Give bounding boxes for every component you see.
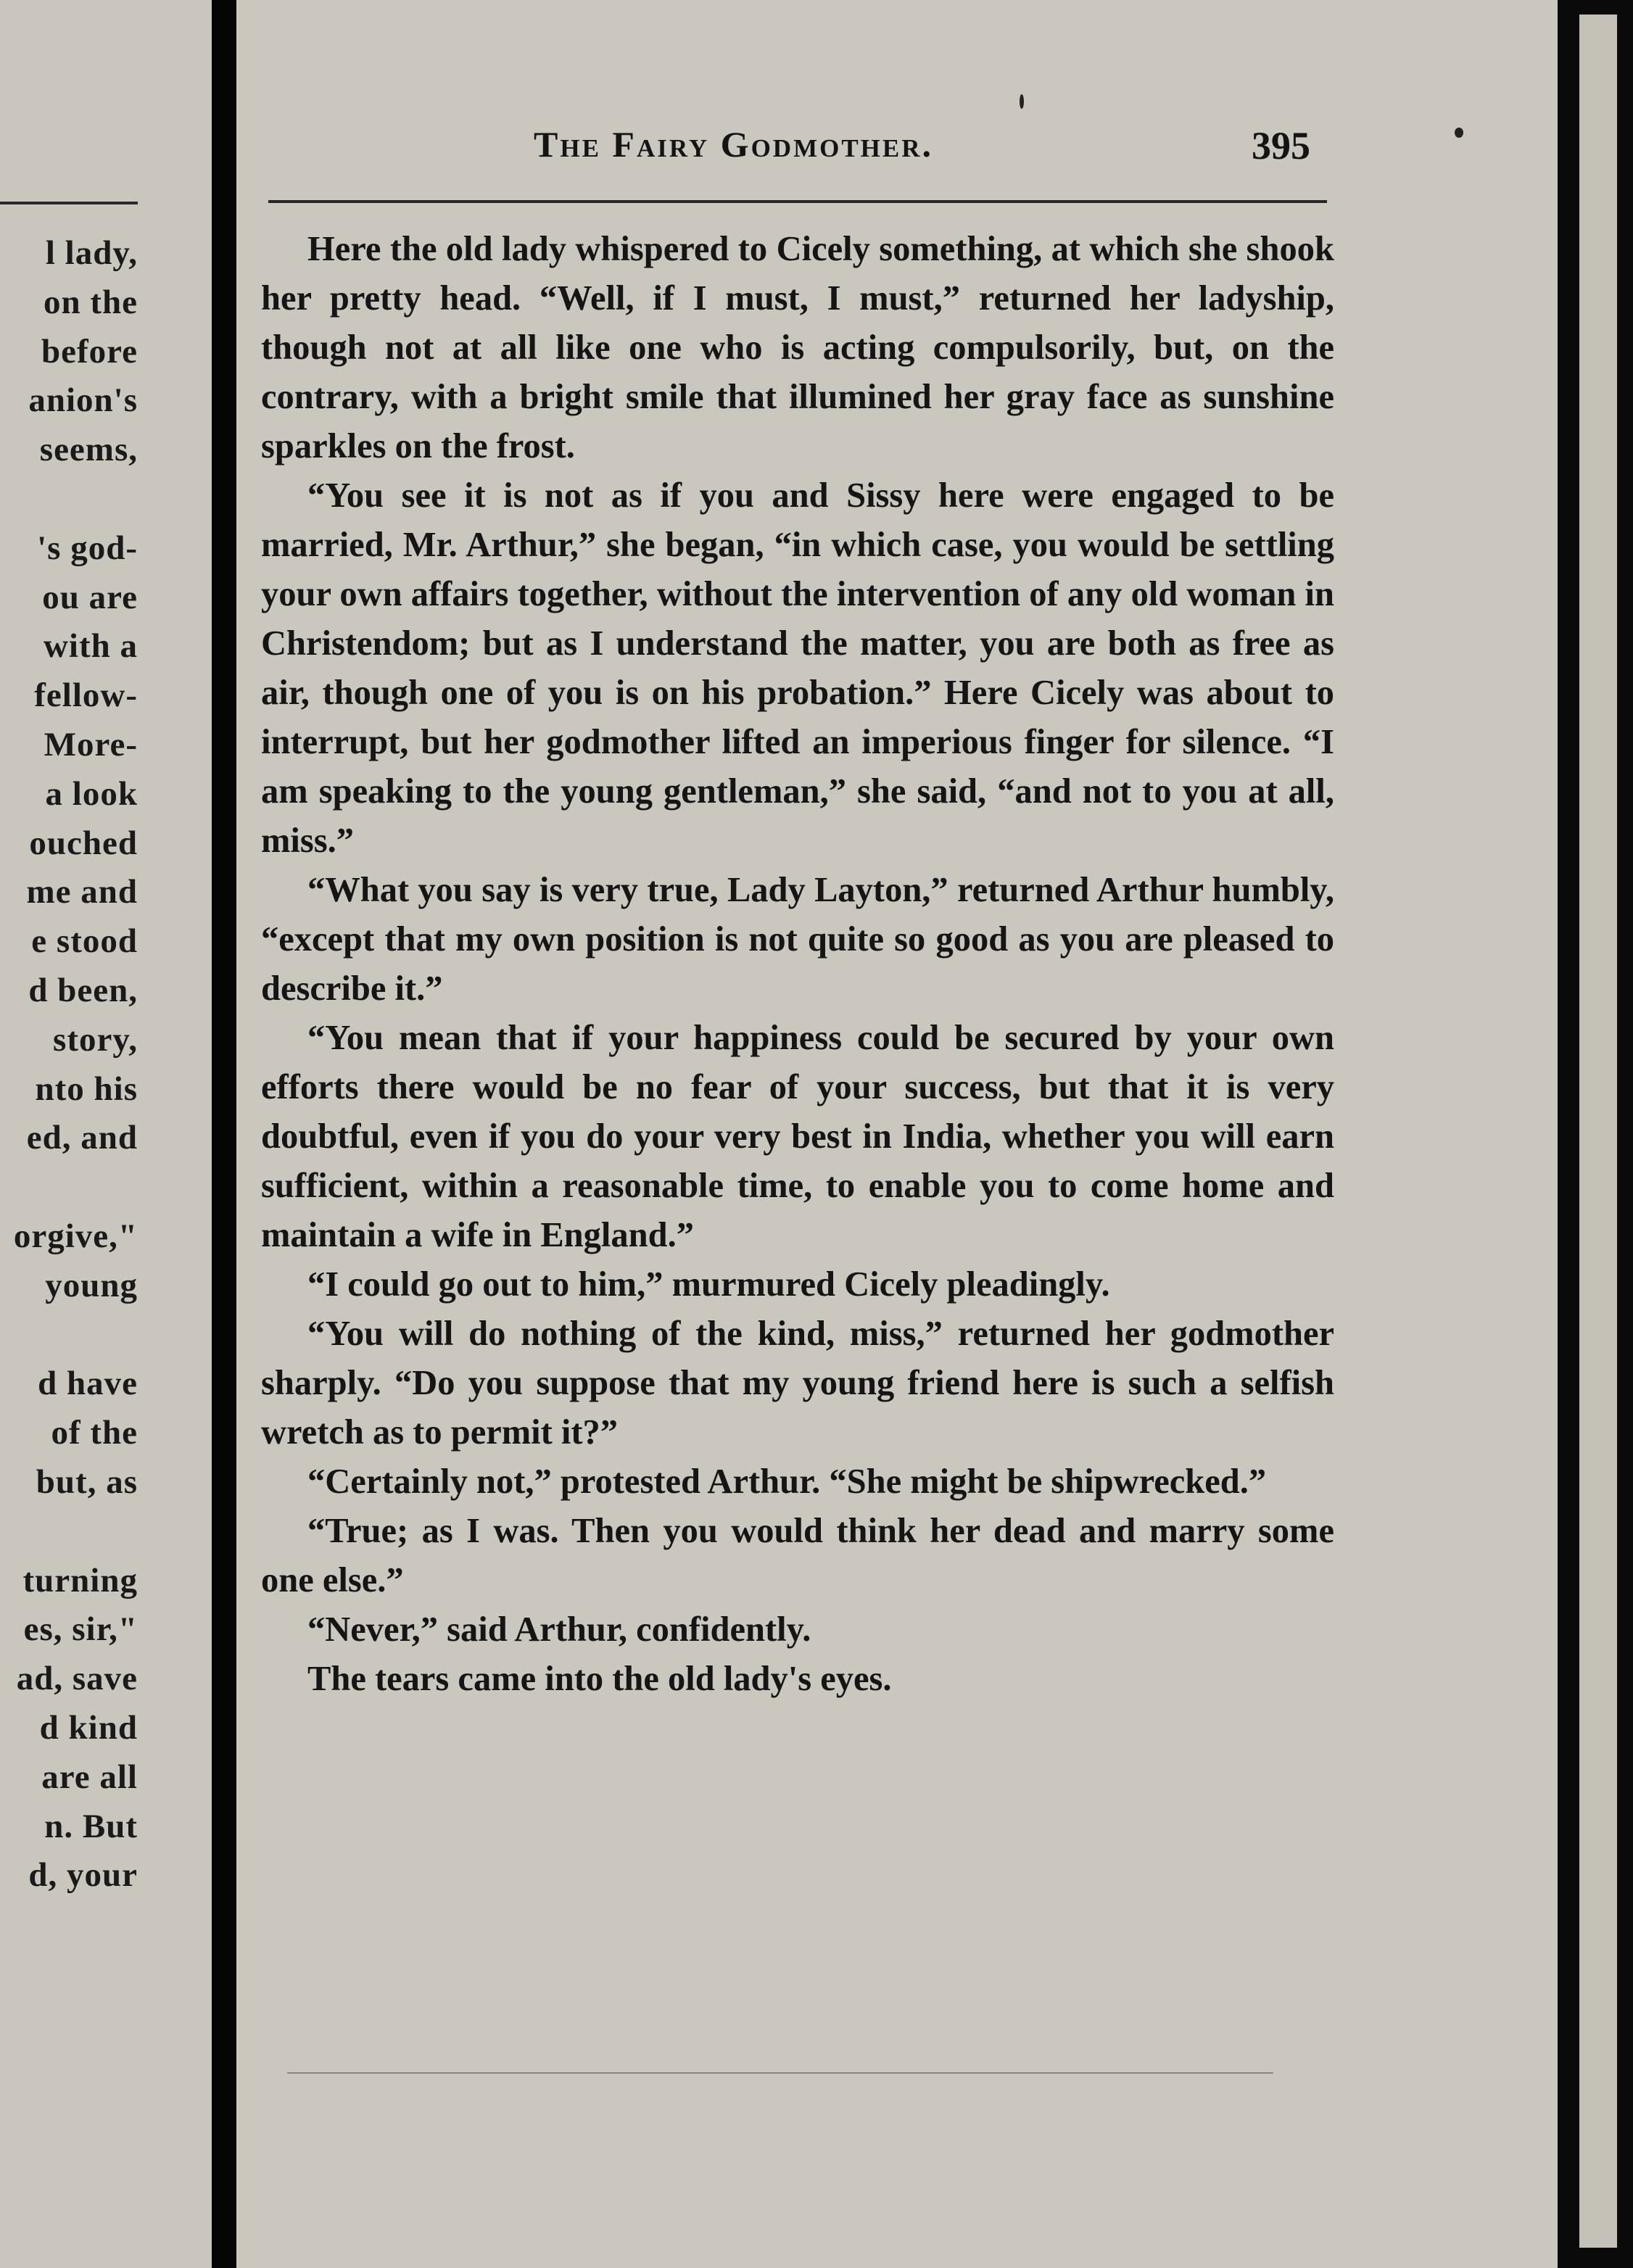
facing-page-line: ad, save — [16, 1660, 138, 1698]
facing-page-fragment — [0, 0, 212, 2268]
facing-page-line: fellow- — [34, 676, 138, 715]
facing-page-line: turning — [22, 1561, 138, 1599]
book-gutter — [212, 0, 236, 2268]
facing-page-line: a look — [45, 774, 138, 813]
paragraph: “I could go out to him,” murmured Cicely pleadingly. — [307, 1265, 1110, 1304]
facing-page-line: d have — [38, 1365, 138, 1403]
facing-page-line: ed, and — [26, 1119, 138, 1157]
header-rule — [268, 200, 1327, 203]
facing-page-line: d kind — [39, 1709, 138, 1747]
paragraph: “You mean that if your happiness could be secured by your own efforts there would be no fear of your success, but that it is very doubtful, even if you do your very best in India, whether you will earn sufficient, within a reasonable time, to enable you to come home and maintain a wife in England.” — [261, 1019, 1334, 1254]
facing-page-line: but, as — [36, 1463, 138, 1501]
ink-speck — [1020, 94, 1024, 109]
book-page — [236, 0, 1558, 2268]
facing-page-line: before — [41, 332, 138, 371]
facing-page-line: with a — [43, 627, 138, 666]
running-title: The Fairy Godmother. — [534, 124, 934, 165]
facing-page-line: story, — [53, 1020, 138, 1059]
next-page-edge — [1579, 15, 1617, 2248]
facing-page-line: e stood — [31, 922, 138, 961]
facing-page-line: More- — [44, 726, 138, 763]
facing-page-line: ou are — [42, 578, 138, 616]
facing-page-line: young — [45, 1266, 138, 1304]
paragraph: “Never,” said Arthur, confidently. — [307, 1610, 811, 1649]
paragraph: “What you say is very true, Lady Layton,” returned Arthur humbly, “except that my own position is not quite so good as you are pleased to describe it.” — [261, 871, 1334, 1008]
facing-page-text — [0, 0, 212, 2268]
paragraph: Here the old lady whispered to Cicely something, at which she shook her pretty head. “Well, if I must, I must,” returned her ladyship, though not at all like one who is acting compulsorily, but, on the contrary, with a bright smile that illumined her gray face as sunshine sparkles on the frost. — [261, 230, 1334, 465]
facing-page-line: ouched — [29, 824, 138, 862]
facing-page-line: are all — [41, 1758, 138, 1796]
facing-page-line: l lady, — [45, 234, 138, 272]
ink-speck — [1455, 128, 1463, 138]
facing-page-line: anion's — [28, 381, 138, 420]
facing-page-line: on the — [43, 283, 138, 321]
facing-page-line: d, your — [28, 1856, 138, 1895]
facing-page-line: es, sir," — [23, 1610, 138, 1649]
page-header — [236, 123, 1558, 181]
page-number: 395 — [1252, 124, 1310, 167]
facing-page-line: 's god- — [37, 529, 138, 567]
paragraph: “You see it is not as if you and Sissy here were engaged to be married, Mr. Arthur,” she began, “in which case, you would be settling your own affairs together, without the intervention of any old woman in Christendom; but as I understand the matter, you are both as free as air, though one of you is on his probation.” Here Cicely was about to interrupt, but her godmother lifted an imperious finger for silence. “I am speaking to the young gentleman,” she said, “and not to you at all, miss.” — [261, 476, 1334, 860]
facing-page-line: of the — [51, 1414, 138, 1452]
paragraph: “Certainly not,” protested Arthur. “She might be shipwrecked.” — [307, 1462, 1267, 1501]
paragraph: The tears came into the old lady's eyes. — [307, 1660, 892, 1698]
facing-page-line: seems, — [39, 431, 138, 469]
footer-rule — [287, 2072, 1273, 2074]
body-text — [261, 225, 1334, 1704]
facing-page-line: me and — [26, 873, 138, 911]
facing-page-line: orgive," — [13, 1217, 138, 1255]
facing-page-line: d been, — [28, 972, 138, 1009]
paragraph: “You will do nothing of the kind, miss,” returned her godmother sharply. “Do you suppose that my young friend here is such a selfish wretch as to permit it?” — [261, 1315, 1334, 1452]
facing-page-line: n. But — [44, 1807, 138, 1845]
facing-page-line: nto his — [35, 1069, 138, 1108]
paragraph: “True; as I was. Then you would think her dead and marry some one else.” — [261, 1512, 1334, 1599]
